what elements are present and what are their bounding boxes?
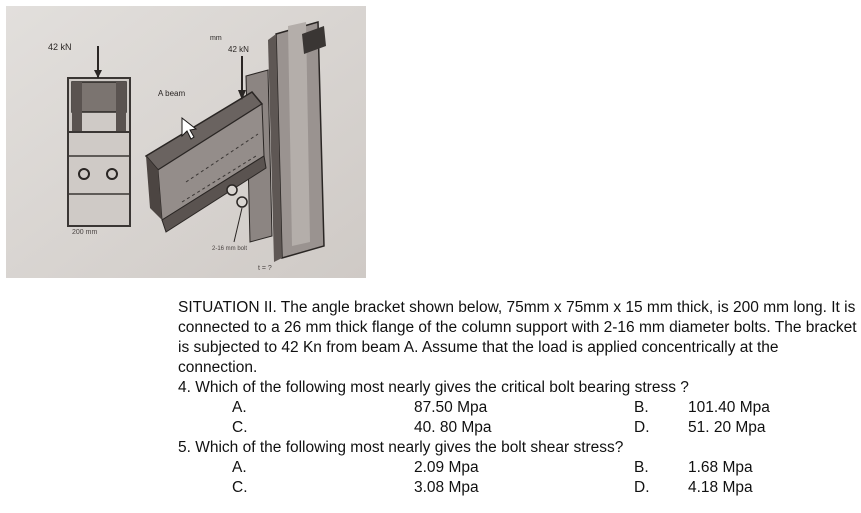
option-value: 3.08 Mpa (414, 479, 479, 496)
bolt-label: 2-16 mm bolt (212, 246, 248, 252)
option-value: 101.40 Mpa (688, 399, 770, 416)
situation-paragraph: SITUATION II. The angle bracket shown below, 75mm x 75mm x 15 mm thick, is 200 mm long. It is connected to a 26 mm thick flange of the column support with 2-16 mm diameter bolts. The bracket is subjected to 42 Kn from beam A. Assume that the load is applied concentrically at the connection. (178, 299, 857, 376)
bracket-drawing (6, 6, 366, 278)
thickness-label: t = ? (258, 265, 272, 272)
question-5-prompt: 5. Which of the following most nearly gives the bolt shear stress? (178, 439, 624, 456)
option-value: 4.18 Mpa (688, 479, 753, 496)
load-label-right: 42 kN (228, 45, 249, 54)
option-value: 40. 80 Mpa (414, 419, 492, 436)
option-value: 51. 20 Mpa (688, 419, 766, 436)
option-value: 87.50 Mpa (414, 399, 488, 416)
option-letter: A. (232, 459, 247, 476)
option-letter: C. (232, 479, 248, 496)
question-4-options (178, 398, 858, 438)
option-letter: D. (634, 419, 650, 436)
option-letter: D. (634, 479, 650, 496)
option-letter: B. (634, 459, 649, 476)
option-letter: A. (232, 399, 247, 416)
load-label-left: 42 kN (48, 42, 72, 52)
bracket-figure (6, 6, 366, 278)
beam-label: A beam (158, 89, 186, 98)
question-4-prompt: 4. Which of the following most nearly gives the critical bolt bearing stress ? (178, 379, 689, 396)
question-5-options (178, 458, 858, 498)
option-value: 2.09 Mpa (414, 459, 479, 476)
problem-text (178, 298, 858, 498)
column-label: mm (210, 35, 222, 42)
option-letter: C. (232, 419, 248, 436)
length-label: 200 mm (72, 229, 98, 236)
option-letter: B. (634, 399, 649, 416)
option-value: 1.68 Mpa (688, 459, 753, 476)
